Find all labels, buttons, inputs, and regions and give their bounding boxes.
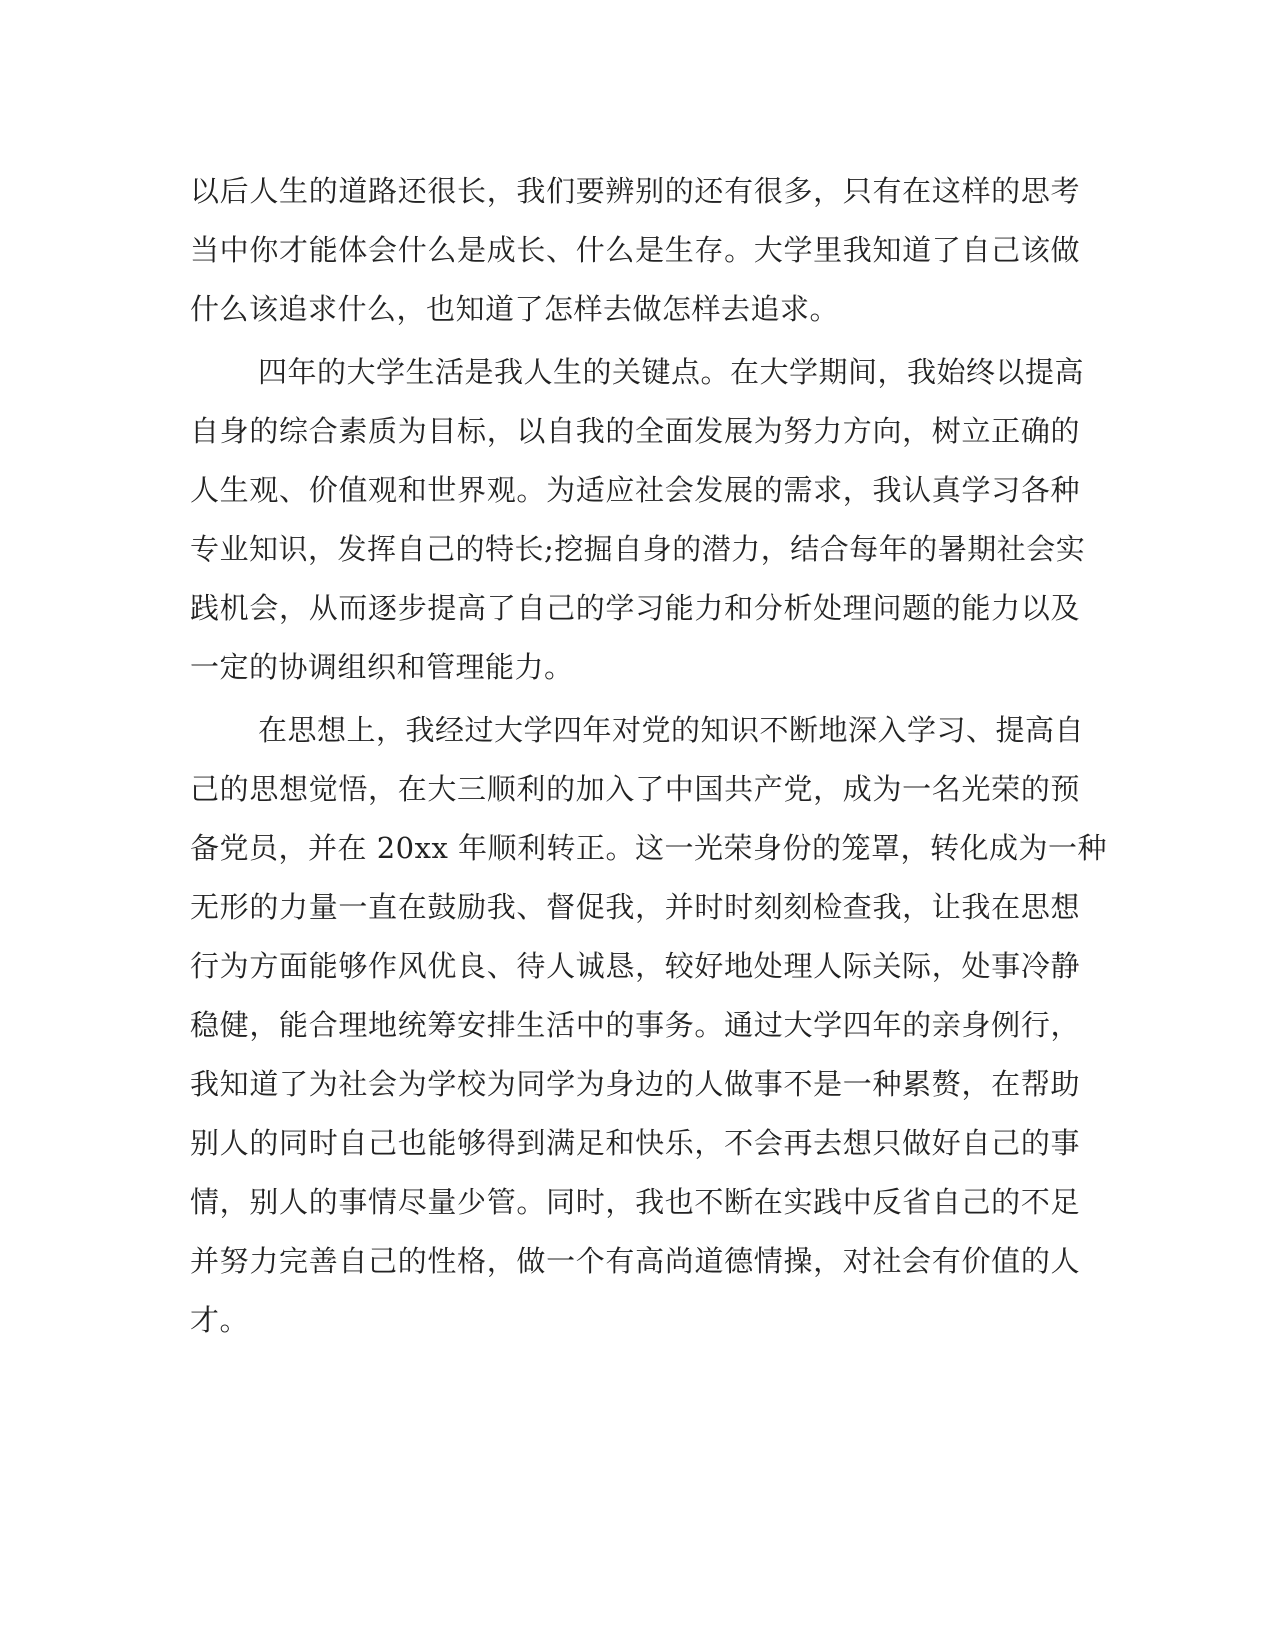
text-line: 己的思想觉悟，在大三顺利的加入了中国共产党，成为一名光荣的预 (190, 772, 1080, 806)
text-line: 践机会，从而逐步提高了自己的学习能力和分析处理问题的能力以及 (190, 591, 1080, 625)
text-line: 什么该追求什么，也知道了怎样去做怎样去追求。 (190, 292, 840, 326)
paragraph-2 (190, 343, 1086, 697)
text-line: 专业知识，发挥自己的特长;挖掘自身的潜力，结合每年的暑期社会实 (190, 532, 1086, 566)
text-line: 四年的大学生活是我人生的关键点。在大学期间，我始终以提高 (258, 355, 1085, 389)
paragraph-3 (190, 701, 1108, 1350)
text-line: 才。 (190, 1303, 250, 1337)
text-line: 稳健，能合理地统筹安排生活中的事务。通过大学四年的亲身例行， (190, 1008, 1080, 1042)
document-body (190, 162, 1108, 1350)
text-line: 并努力完善自己的性格，做一个有高尚道德情操，对社会有价值的人 (190, 1244, 1080, 1278)
text-line: 行为方面能够作风优良、待人诚恳，较好地处理人际关际，处事冷静 (190, 949, 1080, 983)
text-line: 无形的力量一直在鼓励我、督促我，并时时刻刻检查我，让我在思想 (190, 890, 1080, 924)
text-line: 一定的协调组织和管理能力。 (190, 650, 574, 684)
text-line: 自身的综合素质为目标，以自我的全面发展为努力方向，树立正确的 (190, 414, 1080, 448)
text-line: 当中你才能体会什么是成长、什么是生存。大学里我知道了自己该做 (190, 233, 1080, 267)
text-line: 备党员，并在 20xx 年顺利转正。这一光荣身份的笼罩，转化成为一种 (190, 831, 1108, 865)
text-line: 情，别人的事情尽量少管。同时，我也不断在实践中反省自己的不足 (190, 1185, 1080, 1219)
paragraph-1 (190, 162, 1080, 339)
text-line: 别人的同时自己也能够得到满足和快乐，不会再去想只做好自己的事 (190, 1126, 1080, 1160)
text-line: 以后人生的道路还很长，我们要辨别的还有很多，只有在这样的思考 (190, 174, 1080, 208)
text-line: 人生观、价值观和世界观。为适应社会发展的需求，我认真学习各种 (190, 473, 1080, 507)
text-line: 我知道了为社会为学校为同学为身边的人做事不是一种累赘，在帮助 (190, 1067, 1080, 1101)
text-line: 在思想上，我经过大学四年对党的知识不断地深入学习、提高自 (258, 713, 1085, 747)
